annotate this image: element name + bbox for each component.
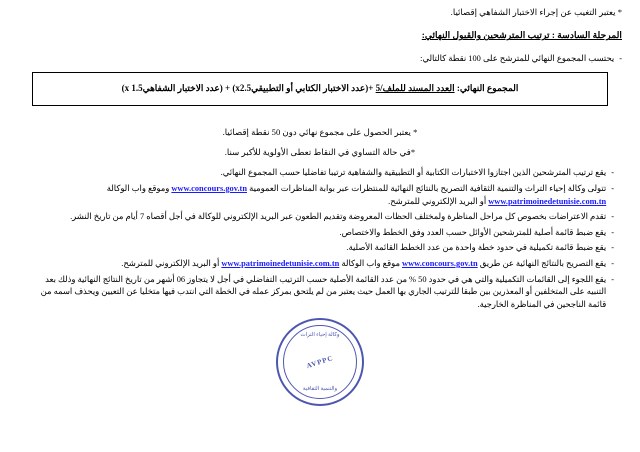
intro-bullet-text: يحتسب المجموع النهائي للمترشح على 100 نقطة كالتالي: — [420, 54, 615, 64]
bullet-dash-icon: - — [611, 243, 614, 253]
stamp-top-text: وكالة إحياء التراث — [300, 332, 340, 338]
section-title: المرحلة السادسة : ترتيب المترشحين والقبول النهائي: — [421, 30, 622, 41]
intro-bullet — [18, 53, 622, 66]
list-item — [26, 274, 614, 312]
bullet-dash-icon: - — [611, 212, 614, 222]
stamp-circle — [276, 318, 364, 406]
post-formula-note-1: * يعتبر الحصول على مجموع نهائي دون 50 نقطة إقصائيا. — [222, 126, 418, 137]
final-score-formula — [32, 72, 608, 106]
step-text: يقع ضبط قائمة تكميلية في حدود خطة واحدة من عدد الخطط القائمة الأصلية. — [346, 243, 607, 253]
list-item — [26, 227, 614, 240]
official-stamp — [0, 318, 640, 406]
step-text-mid: موقع واب الوكالة — [341, 259, 400, 268]
bullet-dash-icon: - — [619, 54, 622, 64]
bullet-dash-icon: - — [611, 168, 614, 178]
post-formula-note-2: *في حالة التساوي في النقاط تعطى الأولوية للأكبر سنا. — [224, 147, 416, 158]
step-text — [26, 258, 606, 271]
stamp-middle-text: AVPPC — [305, 353, 335, 371]
concours-portal-link[interactable]: www.concours.gov.tn — [402, 259, 478, 268]
list-item — [26, 211, 614, 224]
formula-part1: العدد المسند للملف/5 — [375, 83, 455, 94]
list-item — [26, 183, 614, 208]
patrimoine-site-link[interactable]: www.patrimoinedetunisie.com.tn — [488, 196, 607, 206]
patrimoine-site-link[interactable]: www.patrimoinedetunisie.com.tn — [221, 259, 340, 268]
step-text: يقع ضبط قائمة أصلية للمترشحين الأوائل حسب العدد وفق الخطط والاختصاص. — [339, 227, 607, 237]
list-item — [26, 167, 614, 180]
step-text: تقدم الاعتراضات بخصوص كل مراحل المناظرة ولمختلف الحظات المعروضة وتقديم الطعون عبر البريد الإلكتروني للوكالة في أجل أقصاه 7 أيام من تاريخ النشر. — [70, 212, 607, 222]
top-note: * يعتبر التغيب عن إجراء الاختبار الشفاهي إقصائيا. — [450, 7, 622, 17]
list-item — [26, 242, 614, 255]
step-text — [26, 183, 606, 208]
list-item — [26, 258, 614, 271]
formula-part3: + (عدد الاختبار الشفاهيx 1.5) — [121, 83, 231, 94]
step-text-before-link: تتولى وكالة إحياء التراث والتنمية الثقافية التصريح بالنتائج النهائية للمنتظرات عبر بوابة المناظرات العمومية — [249, 183, 607, 193]
step-text-before-link: يقع التصريح بالنتائج النهائية عن طريق — [479, 259, 607, 268]
bullet-dash-icon: - — [611, 183, 614, 193]
steps-list — [18, 167, 622, 311]
step-text: يقع ترتيب المترشحين الذين اجتازوا الاختبارات الكتابية أو التطبيقية والشفاهية ترتيبا تفاضليا حسب المجموع النهائي. — [220, 168, 607, 178]
formula-part2: +(عدد الاختبار الكتابي أو التطبيقيx2.5) — [232, 83, 374, 94]
formula-prefix: المجموع النهائي: — [456, 83, 519, 94]
step-text-after: أو البريد الإلكتروني للمترشح. — [121, 259, 220, 268]
step-text: يقع اللجوء إلى القائمات التكميلية والتي هي في حدود 50 % من عدد القائمة الأصلية حسب الترتيب التفاضلي في أجل لا يتجاوز 06 أشهر من تاريخ النتائج النهائية وذلك بعد التنبيه على المتخلفين أو المعذرين بين طبقا للترتيب الجاري بها العمل حيث يعتبر من لم يلتحق بمركز عمله في الخطة التي انتدب فيها متخليا عن التعيين ويحذف اسمه من قائمة الناجحين في المناظرة الخارجية. — [40, 274, 607, 309]
step-text-after: أو البريد الإلكتروني للمترشح. — [388, 196, 487, 206]
bullet-dash-icon: - — [611, 259, 614, 268]
bullet-dash-icon: - — [611, 274, 614, 284]
bullet-dash-icon: - — [611, 227, 614, 237]
stamp-bottom-text: والتنمية الثقافية — [302, 386, 338, 392]
concours-portal-link[interactable]: www.concours.gov.tn — [171, 183, 247, 193]
step-text-mid: وموقع واب الوكالة — [106, 183, 170, 193]
